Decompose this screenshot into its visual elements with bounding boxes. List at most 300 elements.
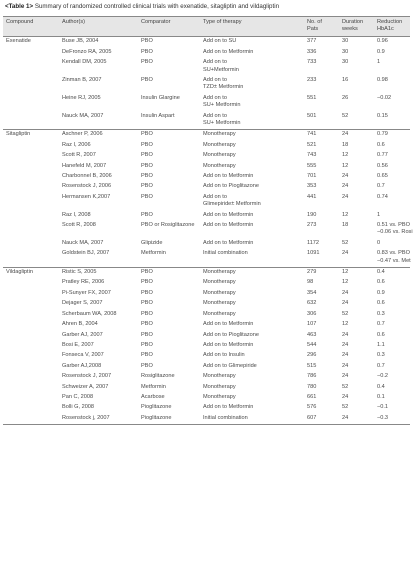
- therapy-cell-line: Monotherapy: [203, 152, 236, 159]
- reduction-cell-line: −0.3: [377, 414, 389, 421]
- author-cell: Heine RJ, 2005: [62, 94, 101, 101]
- header-duration: [339, 17, 374, 37]
- comparator-cell: PBO: [138, 267, 200, 278]
- table-row: [3, 351, 410, 361]
- author-cell: Ahren B, 2004: [62, 321, 98, 328]
- compound-cell: [3, 75, 59, 93]
- author-cell: Scherbaum WA, 2008: [62, 310, 117, 317]
- comparator-cell: PBO: [141, 352, 153, 359]
- therapy-cell: [200, 361, 304, 371]
- table-row: [3, 278, 410, 288]
- comparator-cell: PBO: [141, 183, 153, 190]
- table-row: [3, 238, 410, 248]
- compound-cell: [3, 111, 59, 129]
- header-duration-line2: weeks: [342, 26, 358, 33]
- therapy-cell: [200, 382, 304, 392]
- comparator-cell: PBO: [141, 141, 153, 148]
- compound-cell: Vildagliptin: [3, 267, 59, 278]
- comparator-cell: PBO: [141, 211, 153, 218]
- comparator-cell: PBO: [138, 36, 200, 47]
- reduction-cell-line: 1: [377, 59, 381, 66]
- pats-cell: 296: [307, 352, 317, 359]
- therapy-cell-line: Monotherapy: [203, 162, 236, 169]
- duration-cell: 52: [342, 310, 349, 317]
- comparator-cell: Glipizide: [141, 239, 163, 246]
- comparator-cell: Insulin Aspart: [141, 112, 175, 119]
- author-cell: Dejager S, 2007: [62, 300, 103, 307]
- author-cell: Rosenstock j, 2007: [59, 413, 138, 424]
- pats-cell: 353: [307, 183, 317, 190]
- reduction-cell: [374, 182, 410, 192]
- reduction-cell: [374, 238, 410, 248]
- duration-cell: 12: [342, 279, 349, 286]
- therapy-cell-line: Add on to Metformin: [203, 211, 254, 218]
- author-cell: Buse JB, 2004: [59, 36, 138, 47]
- pats-cell: 306: [307, 310, 317, 317]
- table-row: [3, 340, 410, 350]
- comparator-cell: PBO: [141, 310, 153, 317]
- reduction-cell-line: 0.15: [377, 112, 388, 119]
- reduction-cell: [374, 93, 410, 111]
- therapy-cell: [200, 210, 304, 220]
- author-cell: Pratley RE, 2006: [62, 279, 105, 286]
- therapy-cell: [200, 372, 304, 382]
- compound-cell: [3, 330, 59, 340]
- header-pats-line1: No. of: [307, 19, 322, 25]
- reduction-cell: [374, 392, 410, 402]
- therapy-cell: [200, 140, 304, 150]
- comparator-cell: Acarbose: [141, 393, 165, 400]
- table-row: [3, 210, 410, 220]
- duration-cell: 12: [342, 321, 349, 328]
- author-cell: Bosi E, 2007: [62, 341, 94, 348]
- comparator-cell: PBO: [141, 173, 153, 179]
- comparator-cell: PBO: [141, 152, 153, 159]
- reduction-cell: [374, 172, 410, 182]
- reduction-cell-line: −0.47 vs. Met: [377, 257, 411, 264]
- compound-cell: [3, 221, 59, 239]
- comparator-cell: PBO: [141, 331, 153, 338]
- therapy-cell: [200, 93, 304, 111]
- compound-cell: Exenatide: [3, 36, 59, 47]
- table-caption-text: Summary of randomized controlled clinical trials with exenatide, sitagliptin and vildagliptin: [34, 3, 280, 10]
- therapy-cell-line: Add on to: [203, 76, 227, 83]
- author-cell: Pi-Sunyer FX, 2007: [62, 289, 111, 296]
- comparator-cell: PBO or Rosiglitazone: [141, 222, 195, 229]
- reduction-cell: [374, 140, 410, 150]
- table-row: [3, 309, 410, 319]
- reduction-cell-line: −0.2: [377, 373, 389, 380]
- table-row: [3, 403, 410, 413]
- author-cell: Garber AJ,2008: [62, 362, 102, 369]
- compound-cell: [3, 182, 59, 192]
- therapy-cell-line: Monotherapy: [203, 373, 236, 380]
- reduction-cell-line: 0.77: [377, 152, 388, 159]
- comparator-cell: PBO: [141, 321, 153, 328]
- compound-cell: [3, 47, 59, 57]
- author-cell: Garber AJ, 2007: [62, 331, 103, 338]
- compound-cell: [3, 340, 59, 350]
- therapy-cell-line: Add on to: [203, 59, 227, 66]
- pats-cell: 780: [307, 383, 317, 390]
- pats-cell: 741: [304, 129, 339, 140]
- reduction-cell-line: 0.79: [377, 131, 388, 138]
- therapy-cell-line: Monotherapy: [203, 300, 236, 307]
- table-row: [3, 75, 410, 93]
- pats-cell: 515: [307, 362, 317, 369]
- reduction-cell-line: 0.83 vs. PBO: [377, 250, 410, 257]
- compound-cell: [3, 278, 59, 288]
- pats-cell: 98: [307, 279, 314, 286]
- pats-cell: 661: [307, 393, 317, 400]
- therapy-cell: [200, 221, 304, 239]
- duration-cell: 52: [342, 383, 349, 390]
- therapy-cell-line: Add on to Pioglitazone: [203, 183, 259, 190]
- duration-cell: 16: [342, 76, 349, 83]
- compound-cell: [3, 403, 59, 413]
- therapy-cell: [200, 330, 304, 340]
- duration-cell: 30: [342, 48, 349, 55]
- duration-cell: 52: [342, 404, 349, 411]
- reduction-cell-line: 0.51 vs. PBO: [377, 222, 410, 229]
- reduction-cell: [374, 403, 410, 413]
- header-pats-line2: Pats: [307, 26, 319, 33]
- comparator-cell: PBO: [138, 129, 200, 140]
- therapy-cell-line: Monotherapy: [203, 131, 236, 138]
- therapy-cell: [200, 392, 304, 402]
- author-cell: Raz I, 2006: [62, 141, 91, 148]
- compound-cell: [3, 249, 59, 267]
- author-cell: Kendall DM, 2005: [62, 59, 107, 66]
- therapy-cell: [200, 192, 304, 210]
- therapy-cell-line: Add on to: [203, 193, 227, 200]
- table-caption: [5, 3, 279, 11]
- reduction-cell: [374, 36, 410, 47]
- author-cell: Aschner P, 2006: [59, 129, 138, 140]
- table-row: [3, 111, 410, 129]
- comparator-cell: Metformin: [141, 250, 166, 257]
- pats-cell: 354: [307, 289, 317, 296]
- reduction-cell: [374, 351, 410, 361]
- reduction-cell: [374, 309, 410, 319]
- duration-cell: 24: [342, 173, 349, 179]
- table-row: [3, 161, 410, 171]
- therapy-cell-line: Monotherapy: [203, 393, 236, 400]
- duration-cell: 26: [342, 94, 349, 101]
- pats-cell: 632: [307, 300, 317, 307]
- compound-cell: [3, 372, 59, 382]
- therapy-cell-line: Monotherapy: [203, 279, 236, 286]
- duration-cell: 52: [342, 112, 349, 119]
- reduction-cell: [374, 299, 410, 309]
- pats-cell: 701: [307, 173, 317, 179]
- therapy-cell: [200, 111, 304, 129]
- reduction-cell: [374, 75, 410, 93]
- comparator-cell: PBO: [141, 289, 153, 296]
- author-cell: Nauck MA, 2007: [62, 239, 104, 246]
- table-header: [3, 17, 410, 37]
- duration-cell: 24: [339, 129, 374, 140]
- comparator-cell: PBO: [141, 59, 153, 66]
- therapy-cell-line: Glimepiride± Metformin: [203, 201, 261, 208]
- therapy-cell: [200, 320, 304, 330]
- author-cell: Rosenstock J, 2007: [62, 373, 112, 380]
- reduction-cell-line: 0.65: [377, 173, 388, 179]
- duration-cell: 24: [342, 393, 349, 400]
- therapy-cell-line: Add on to Metformin: [203, 404, 254, 411]
- author-cell: Pan C, 2008: [62, 393, 94, 400]
- author-cell: Goldstein BJ, 2007: [62, 250, 110, 257]
- duration-cell: 24: [342, 250, 349, 257]
- author-cell: Scott R, 2007: [62, 152, 96, 159]
- comparator-cell: Pioglitazone: [138, 413, 200, 424]
- therapy-cell-line: Add on to Metformin: [203, 48, 254, 55]
- reduction-cell: [374, 372, 410, 382]
- author-cell: Raz I, 2008: [62, 211, 91, 218]
- duration-cell: 24: [342, 300, 349, 307]
- therapy-cell-line: TZD± Metformin: [203, 84, 244, 91]
- compound-cell: [3, 299, 59, 309]
- reduction-cell-line: 0.98: [377, 76, 388, 83]
- pats-cell: 551: [307, 94, 317, 101]
- pats-cell: 576: [307, 404, 317, 411]
- table-row: [3, 382, 410, 392]
- comparator-cell: PBO: [141, 362, 153, 369]
- duration-cell: 24: [342, 352, 349, 359]
- header-pats: [304, 17, 339, 37]
- compound-cell: Sitagliptin: [3, 129, 59, 140]
- pats-cell: 521: [307, 141, 317, 148]
- therapy-cell: [200, 151, 304, 161]
- comparator-cell: PBO: [141, 76, 153, 83]
- comparator-cell: Rosiglitazone: [141, 373, 175, 380]
- table-row: [3, 129, 410, 140]
- pats-cell: 377: [304, 36, 339, 47]
- reduction-cell: [374, 221, 413, 239]
- reduction-cell-line: 0.6: [377, 331, 385, 338]
- duration-cell: 24: [342, 341, 349, 348]
- compound-cell: [3, 161, 59, 171]
- header-duration-line1: Duration: [342, 19, 364, 25]
- pats-cell: 336: [307, 48, 317, 55]
- therapy-cell: [200, 182, 304, 192]
- comparator-cell: Pioglitazone: [141, 404, 172, 411]
- pats-cell: 463: [307, 331, 317, 338]
- pats-cell: 107: [307, 321, 317, 328]
- compound-cell: [3, 382, 59, 392]
- header-comparator: Comparator: [138, 17, 200, 37]
- therapy-cell-line: Initial combination: [203, 250, 248, 257]
- reduction-cell: [374, 320, 410, 330]
- pats-cell: 190: [307, 211, 317, 218]
- table-row: [3, 151, 410, 161]
- therapy-cell: [200, 413, 304, 424]
- author-cell: Ristic S, 2005: [59, 267, 138, 278]
- comparator-cell: PBO: [141, 48, 153, 55]
- comparator-cell: PBO: [141, 341, 153, 348]
- author-cell: Zinman B, 2007: [62, 76, 102, 83]
- reduction-cell: [374, 382, 410, 392]
- table-row: [3, 330, 410, 340]
- table-row: [3, 413, 410, 424]
- compound-cell: [3, 140, 59, 150]
- reduction-cell-line: 0.6: [377, 141, 385, 148]
- header-reduction: [374, 17, 410, 37]
- compound-cell: [3, 238, 59, 248]
- therapy-cell: [200, 288, 304, 298]
- reduction-cell: [374, 129, 410, 140]
- therapy-cell: [200, 403, 304, 413]
- therapy-cell: [200, 47, 304, 57]
- author-cell: Charbonnel B, 2006: [62, 173, 112, 179]
- compound-cell: [3, 392, 59, 402]
- duration-cell: 18: [342, 141, 349, 148]
- reduction-cell-line: 1.1: [377, 341, 385, 348]
- comparator-cell: PBO: [141, 300, 153, 307]
- reduction-cell: [374, 340, 410, 350]
- therapy-cell-line: Add on to Glimepiride: [203, 362, 257, 369]
- therapy-cell: [200, 249, 304, 267]
- compound-cell: [3, 93, 59, 111]
- reduction-cell-line: 0.56: [377, 162, 388, 169]
- therapy-cell-line: Add on to Insulin: [203, 352, 245, 359]
- therapy-cell-line: Add on to Metformin: [203, 173, 254, 179]
- therapy-cell-line: SU+ Metformin: [203, 119, 241, 126]
- therapy-cell: [200, 238, 304, 248]
- table-row: [3, 392, 410, 402]
- table-row: [3, 172, 410, 182]
- comparator-cell: Metformin: [141, 383, 166, 390]
- pats-cell: 1091: [307, 250, 320, 257]
- therapy-cell: [200, 161, 304, 171]
- compound-cell: [3, 172, 59, 182]
- comparator-cell: PBO: [141, 279, 153, 286]
- reduction-cell-line: −0.06 vs. Rosi: [377, 229, 413, 236]
- reduction-cell-line: 0.7: [377, 183, 385, 190]
- duration-cell: 12: [342, 152, 349, 159]
- therapy-cell: [200, 129, 304, 140]
- reduction-cell-line: 0.7: [377, 362, 385, 369]
- author-cell: Hermansen K,2007: [62, 193, 111, 200]
- author-cell: Bolli G, 2008: [62, 404, 95, 411]
- header-compound: Compound: [3, 17, 59, 37]
- reduction-cell-line: 0.6: [377, 300, 385, 307]
- compound-cell: [3, 151, 59, 161]
- author-cell: Rosenstock J, 2006: [62, 183, 112, 190]
- duration-cell: 24: [339, 413, 374, 424]
- therapy-cell: [200, 278, 304, 288]
- reduction-cell-line: 0.4: [377, 269, 385, 276]
- pats-cell: 279: [304, 267, 339, 278]
- therapy-cell-line: Add on to Metformin: [203, 321, 254, 328]
- reduction-cell: [374, 58, 410, 76]
- duration-cell: 24: [342, 331, 349, 338]
- compound-cell: [3, 309, 59, 319]
- author-cell: DeFronzo RA, 2005: [62, 48, 112, 55]
- header-reduction-line2: HbA1c: [377, 26, 394, 33]
- table-body: [3, 36, 413, 424]
- pats-cell: 1172: [307, 239, 320, 246]
- duration-cell: 18: [342, 222, 349, 229]
- duration-cell: 12: [342, 162, 349, 169]
- therapy-cell-line: SU+Metformin: [203, 66, 239, 73]
- header-reduction-line1: Reduction: [377, 19, 403, 25]
- reduction-cell: [374, 47, 410, 57]
- reduction-cell-line: 0.9: [377, 48, 385, 55]
- table-row: [3, 372, 410, 382]
- comparator-cell: PBO: [141, 193, 153, 200]
- reduction-cell-line: 0.7: [377, 321, 385, 328]
- therapy-cell: [200, 299, 304, 309]
- reduction-cell-line: 0.74: [377, 193, 388, 200]
- reduction-cell: [374, 249, 410, 267]
- table-row: [3, 93, 410, 111]
- compound-cell: [3, 192, 59, 210]
- compound-cell: [3, 210, 59, 220]
- therapy-cell: [200, 340, 304, 350]
- duration-cell: 30: [339, 36, 374, 47]
- therapy-cell: [200, 351, 304, 361]
- comparator-cell: Insulin Glargine: [141, 94, 180, 101]
- reduction-cell-line: 0.1: [377, 393, 385, 400]
- table-row: [3, 58, 410, 76]
- author-cell: Hanefeld M, 2007: [62, 162, 107, 169]
- duration-cell: 30: [342, 59, 349, 66]
- compound-cell: [3, 288, 59, 298]
- compound-cell: [3, 351, 59, 361]
- compound-cell: [3, 413, 59, 424]
- pats-cell: 544: [307, 341, 317, 348]
- therapy-cell: [200, 309, 304, 319]
- therapy-cell-line: Add on to: [203, 112, 227, 119]
- author-cell: Fonseca V, 2007: [62, 352, 104, 359]
- compound-cell: [3, 361, 59, 371]
- therapy-cell: [200, 267, 304, 278]
- duration-cell: 24: [342, 183, 349, 190]
- therapy-cell-line: Add on to Metformin: [203, 239, 254, 246]
- duration-cell: 52: [342, 239, 349, 246]
- table-row: [3, 47, 410, 57]
- comparator-cell: PBO: [141, 162, 153, 169]
- duration-cell: 12: [342, 211, 349, 218]
- duration-cell: 24: [342, 362, 349, 369]
- author-cell: Schweizer A, 2007: [62, 383, 109, 390]
- pats-cell: 273: [307, 222, 317, 229]
- duration-cell: 24: [342, 193, 349, 200]
- reduction-cell-line: 0.3: [377, 352, 385, 359]
- duration-cell: 12: [339, 267, 374, 278]
- table-row: [3, 299, 410, 309]
- reduction-cell: [374, 210, 410, 220]
- therapy-cell-line: Add on to Metformin: [203, 222, 254, 229]
- table-row: [3, 320, 410, 330]
- therapy-cell: [200, 58, 304, 76]
- reduction-cell: [374, 278, 410, 288]
- reduction-cell-line: 0.9: [377, 289, 385, 296]
- table-row: [3, 249, 410, 267]
- reduction-cell-line: 0.96: [377, 38, 388, 45]
- table-row: [3, 36, 410, 47]
- therapy-cell-line: Add on to Pioglitazone: [203, 331, 259, 338]
- header-therapy: Type of therapy: [200, 17, 304, 37]
- therapy-cell-line: Monotherapy: [203, 383, 236, 390]
- reduction-cell: [374, 288, 410, 298]
- reduction-cell: [374, 330, 410, 340]
- therapy-cell: [200, 172, 304, 182]
- table-row: [3, 221, 410, 239]
- table-row: [3, 140, 410, 150]
- table-row: [3, 361, 410, 371]
